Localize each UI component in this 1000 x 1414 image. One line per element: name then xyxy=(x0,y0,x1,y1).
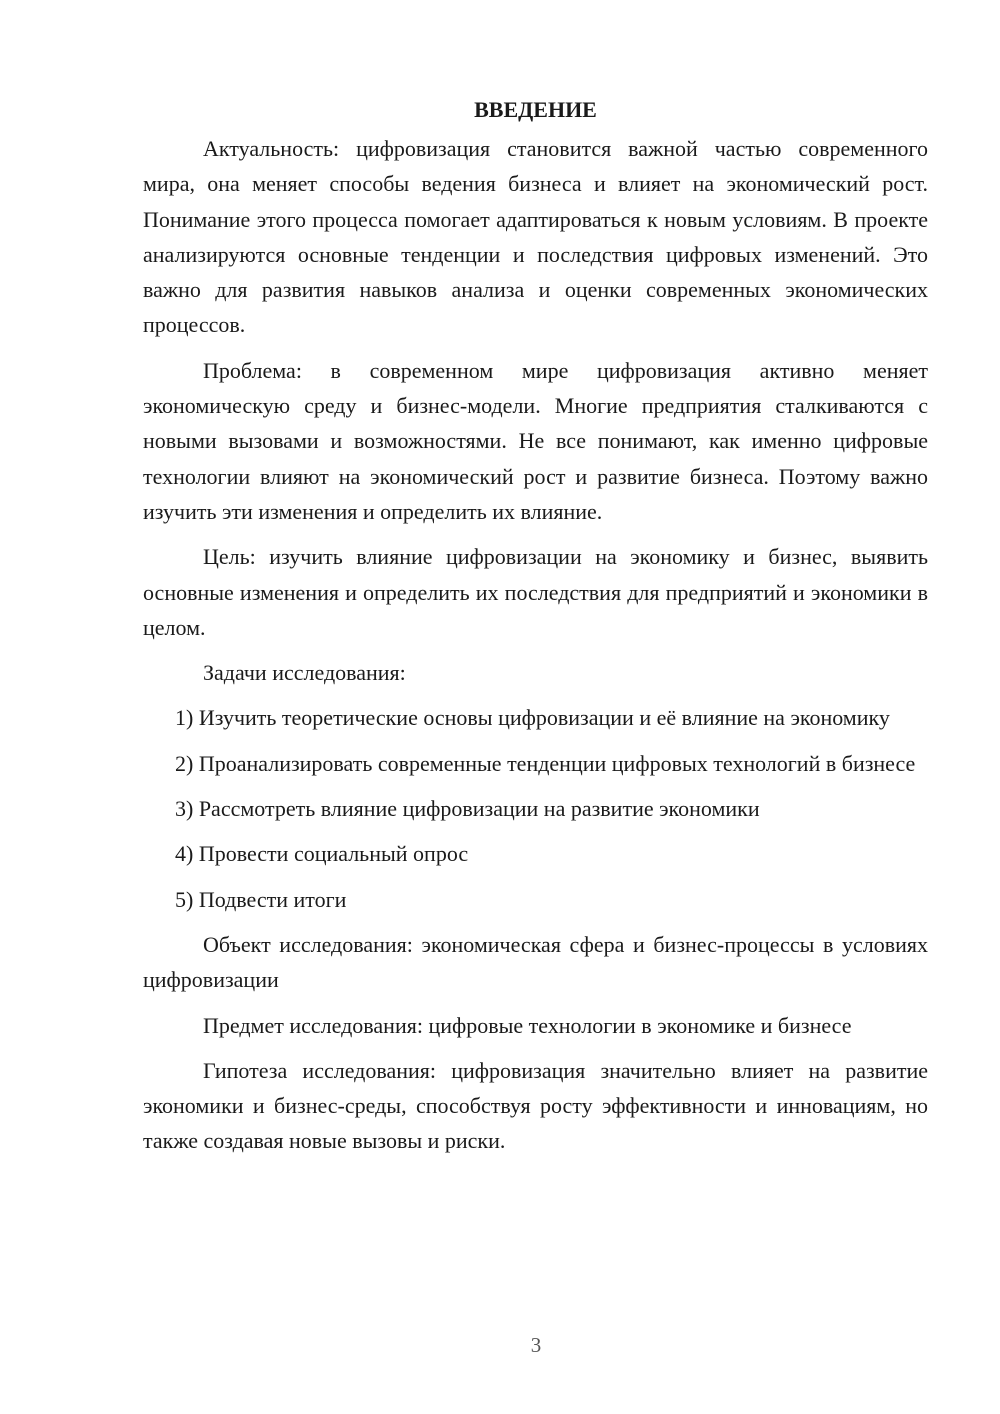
task-item-5: 5) Подвести итоги xyxy=(175,886,347,912)
paragraph-problem: Проблема: в современном мире цифровизация активно меняет экономическую среду и бизнес-модели. Многие предприятия сталкиваются с новыми вызовами и возможностями. Не все понимают, как именно цифровые технологии влияют на экономический рост и развитие бизнеса. Поэтому важно изучить эти изменения и определить их влияние. xyxy=(143,357,928,524)
tasks-title: Задачи исследования: xyxy=(203,660,406,686)
page-number: 3 xyxy=(530,1333,542,1357)
paragraph-subject: Предмет исследования: цифровые технологии в экономике и бизнесе xyxy=(203,1012,852,1038)
task-item-4: 4) Провести социальный опрос xyxy=(175,841,469,867)
paragraph-hypothesis: Гипотеза исследования: цифровизация значительно влияет на развитие экономики и бизнес-среды, способствуя росту эффективности и инновациям, но также создавая новые вызовы и риски. xyxy=(143,1057,928,1154)
paragraph-goal: Цель: изучить влияние цифровизации на экономику и бизнес, выявить основные изменения и определить их последствия для предприятий и экономики в целом. xyxy=(143,544,928,640)
task-item-2: 2) Проанализировать современные тенденции цифровых технологий в бизнесе xyxy=(175,750,916,776)
task-item-1: 1) Изучить теоретические основы цифровизации и её влияние на экономику xyxy=(175,705,890,731)
paragraph-object: Объект исследования: экономическая сфера и бизнес-процессы в условиях цифровизации xyxy=(143,931,928,993)
task-item-3: 3) Рассмотреть влияние цифровизации на развитие экономики xyxy=(175,796,760,822)
paragraph-relevance: Актуальность: цифровизация становится важной частью современного мира, она меняет способы ведения бизнеса и влияет на экономический рост. Понимание этого процесса помогает адаптироваться к новым условиям. В проекте анализируются основные тенденции и последствия цифровых изменений. Это важно для развития навыков анализа и оценки современных экономических процессов. xyxy=(143,136,928,338)
page-title: ВВЕДЕНИЕ xyxy=(474,97,597,122)
document-page xyxy=(143,92,928,1169)
